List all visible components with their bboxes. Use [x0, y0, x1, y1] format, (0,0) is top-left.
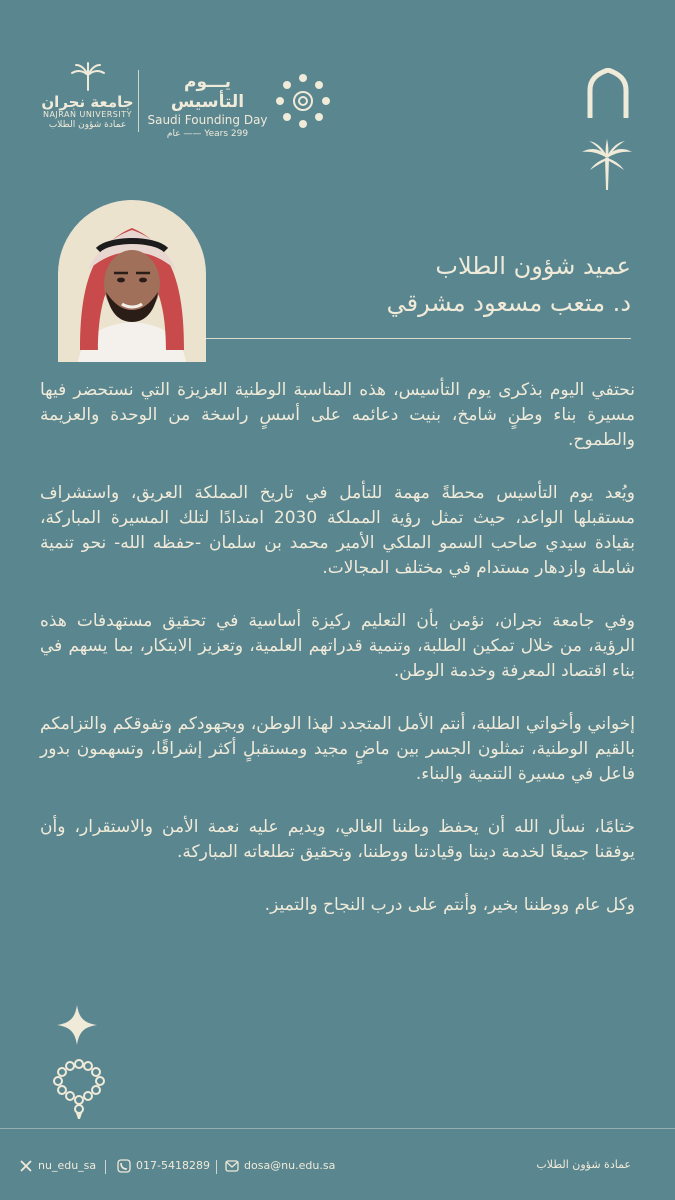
email-icon — [224, 1158, 239, 1173]
footer-email-address: dosa@nu.edu.sa — [244, 1159, 336, 1172]
header-divider — [205, 338, 631, 339]
letter-body — [40, 378, 635, 946]
dean-name: د. متعب مسعود مشرقي — [386, 289, 631, 317]
footer — [0, 1158, 675, 1182]
university-department-ar: عمادة شؤون الطلاب — [48, 120, 127, 130]
logo-divider — [138, 70, 139, 132]
footer-twitter[interactable] — [18, 1158, 96, 1173]
founding-day-years: 299 Years —— عام — [166, 129, 249, 139]
university-name-ar: جامعة نجران — [41, 93, 134, 111]
prayer-beads-icon — [50, 1058, 108, 1120]
letter-paragraph: ختامًا، نسأل الله أن يحفظ وطننا الغالي، ويديم عليه نعمة الأمن والاستقرار، وأن يوفقنا جميعًا لخدمة ديننا وقيادتنا ووطننا، وتحقيق تطلعاته المباركة. — [40, 817, 635, 862]
letter-closing: وكل عام ووطننا بخير، وأنتم على درب النجاح والتميز. — [264, 895, 635, 915]
arch-ornament-icon — [586, 68, 630, 120]
letter-paragraph: نحتفي اليوم بذكرى يوم التأسيس، هذه المناسبة الوطنية العزيزة التي نستحضر فيها مسيرة بناء وطنٍ شامخ، بنيت دعائمه على أسسٍ راسخة من الوحدة والعزيمة والطموح. — [40, 380, 635, 450]
palm-crown-icon — [68, 62, 108, 92]
portrait-image — [58, 200, 206, 362]
letter-paragraph: إخواني وأخواتي الطلبة، أنتم الأمل المتجدد لهذا الوطن، وبجهودكم وتفوقكم والتزامكم بالقيم الوطنية، تمثلون الجسر بين ماضٍ مجيد ومستقبلٍ أكثر إشراقًا، وتسهمون بدور فاعل في مسيرة التنمية والبناء. — [40, 714, 635, 784]
founding-day-title-en: Saudi Founding Day — [147, 113, 268, 127]
footer-separator — [216, 1160, 217, 1174]
footer-phone[interactable] — [116, 1158, 210, 1173]
founding-day-title-ar: يـــوم التأسيس — [170, 72, 245, 112]
phone-icon — [116, 1158, 131, 1173]
dean-title: عميد شؤون الطلاب — [435, 252, 631, 280]
dean-portrait — [58, 200, 206, 362]
footer-phone-number: 017-5418289 — [136, 1159, 210, 1172]
footer-email[interactable] — [224, 1158, 335, 1173]
sparkle-icon — [56, 1004, 98, 1046]
founding-day-logo — [145, 72, 270, 139]
palm-tree-icon — [578, 138, 636, 192]
letter-paragraph: ويُعد يوم التأسيس محطةً مهمة للتأمل في تاريخ المملكة العريق، واستشراف مستقبلها الواعد، حيث تمثل رؤية المملكة 2030 امتدادًا لتلك المسيرة المباركة، بقيادة سيدي صاحب السمو الملكي الأمير محمد بن سلمان -حفظه الله- نحو تنمية شاملة وازدهار مستدام في مختلف المجالات. — [40, 483, 635, 578]
x-icon — [18, 1158, 33, 1173]
footer-divider — [0, 1128, 675, 1129]
university-name-en: NAJRAN UNIVERSITY — [42, 110, 133, 119]
footer-separator — [105, 1160, 106, 1174]
footer-twitter-handle: nu_edu_sa — [38, 1159, 97, 1172]
footer-department: عمادة شؤون الطلاب — [536, 1158, 631, 1171]
najran-university-logo — [40, 62, 135, 142]
founding-day-seal-icon — [272, 70, 334, 132]
letter-paragraph: وفي جامعة نجران، نؤمن بأن التعليم ركيزة أساسية في تحقيق مستهدفات هذه الرؤية، من خلال تمكين الطلبة، وتنمية قدراتهم العلمية، وتعزيز الابتكار، بما يسهم في بناء اقتصاد المعرفة وخدمة الوطن. — [40, 611, 635, 681]
